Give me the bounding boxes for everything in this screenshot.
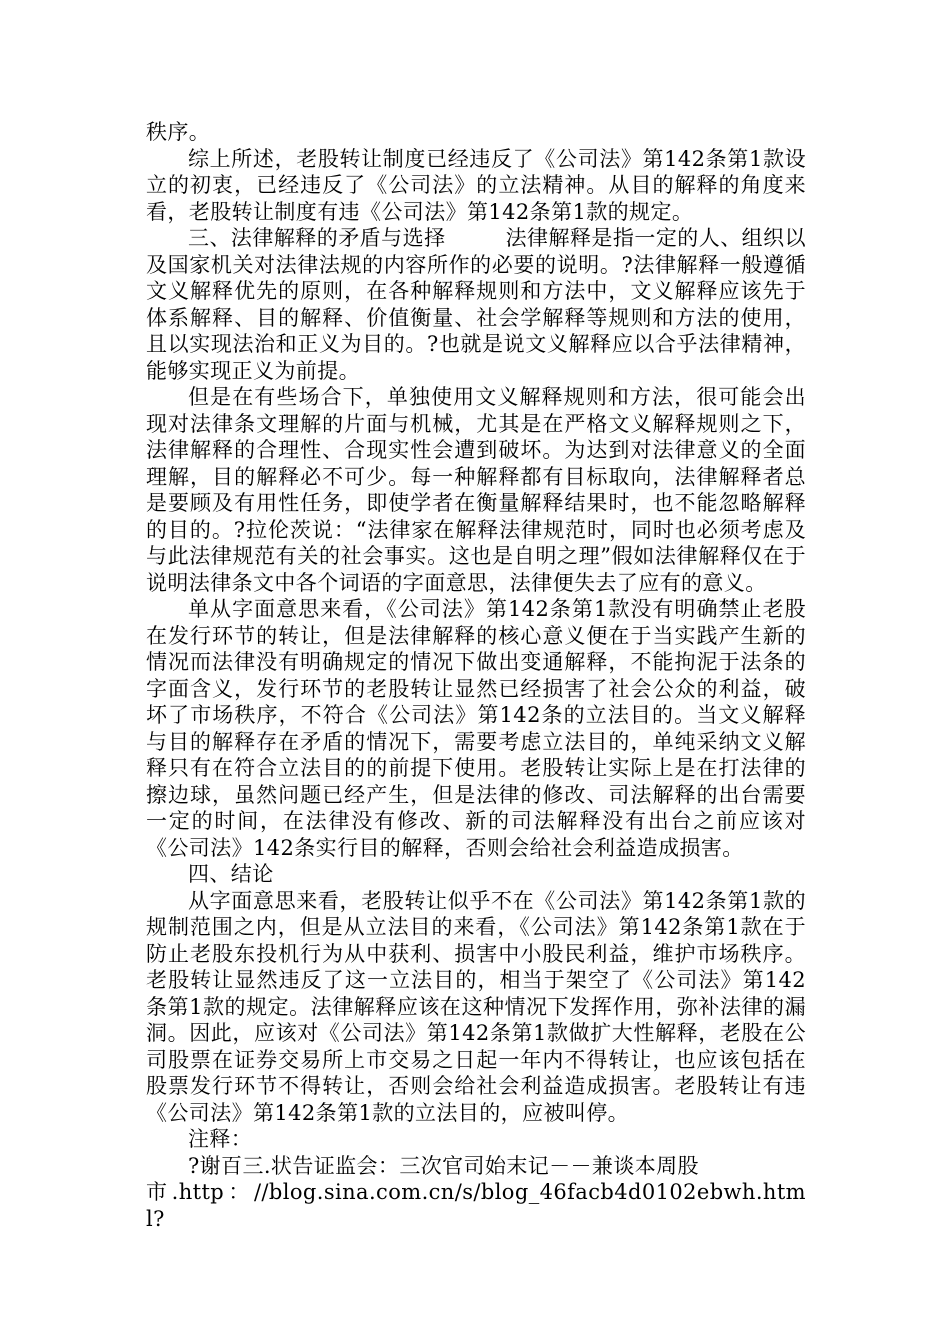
paragraph-summary: 综上所述，老股转让制度已经违反了《公司法》第142条第1款设立的初衷，已经违反了《公司法》的立法精神。从目的解释的角度来看，老股转让制度有违《公司法》第142条第1款的规定。 xyxy=(146,146,806,224)
footnote-citation: ?谢百三.状告证监会：三次官司始末记－－兼谈本周股 xyxy=(188,1153,699,1178)
footnote-url: 市.http：//blog.sina.com.cn/s/blog_46facb4d0102ebwh.html? xyxy=(146,1180,806,1231)
section-three-text: 法律解释是指一定的人、组织以及国家机关对法律法规的内容所作的必要的说明。?法律解释一般遵循文义解释优先的原则，在各种解释规则和方法中，文义解释应该先于体系解释、目的解释、价值衡量、社会学解释等规则和方法的使用，且以实现法治和正义为目的。?也就是说文义解释应以合乎法律精神，能够实现正义为前提。 xyxy=(146,226,806,383)
paragraph-purpose-interpretation: 但是在有些场合下，单独使用文义解释规则和方法，很可能会出现对法律条文理解的片面与机械，尤其是在严格文义解释规则之下，法律解释的合理性、合现实性会遭到破坏。为达到对法律意义的全面理解，目的解释必不可少。每一种解释都有目标取向，法律解释者总是要顾及有用性任务，即使学者在衡量解释结果时，也不能忽略解释的目的。?拉伦茨说：“法律家在解释法律规范时，同时也必须考虑及与此法律规范有关的社会事实。这也是自明之理”假如法律解释仅在于说明法律条文中各个词语的字面意思，法律便失去了应有的意义。 xyxy=(146,385,806,595)
paragraph-section-three xyxy=(146,225,806,384)
document-body xyxy=(146,119,806,1232)
paragraph-conclusion: 从字面意思来看，老股转让似乎不在《公司法》第142条第1款的规制范围之内，但是从立法目的来看，《公司法》第142条第1款在于防止老股东投机行为从中获利、损害中小股民利益，维护市场秩序。老股转让显然违反了这一立法目的，相当于架空了《公司法》第142条第1款的规定。法律解释应该在这种情况下发挥作用，弥补法律的漏洞。因此，应该对《公司法》第142条第1款做扩大性解释，老股在公司股票在证券交易所上市交易之日起一年内不得转让，也应该包括在股票发行环节不得转让，否则会给社会利益造成损害。老股转让有违《公司法》第142条第1款的立法目的，应被叫停。 xyxy=(146,888,806,1125)
notes-heading: 注释： xyxy=(188,1127,253,1151)
section-heading-conclusion: 四、结论 xyxy=(188,862,274,886)
paragraph-literal-meaning: 单从字面意思来看，《公司法》第142条第1款没有明确禁止老股在发行环节的转让，但是法律解释的核心意义便在于当实践产生新的情况而法律没有明确规定的情况下做出变通解释，不能拘泥于法条的字面含义，发行环节的老股转让显然已经损害了社会公众的利益，破坏了市场秩序，不符合《公司法》第142条的立法目的。当文义解释与目的解释存在矛盾的情况下，需要考虑立法目的，单纯采纳文义解释只有在符合立法目的的前提下使用。老股转让实际上是在打法律的擦边球，虽然问题已经产生，但是法律的修改、司法解释的出台需要一定的时间，在法律没有修改、新的司法解释没有出台之前应该对《公司法》142条实行目的解释，否则会给社会利益造成损害。 xyxy=(146,597,806,860)
paragraph-continuation: 秩序。 xyxy=(146,120,211,144)
section-heading-three: 三、法律解释的矛盾与选择 xyxy=(188,226,446,250)
